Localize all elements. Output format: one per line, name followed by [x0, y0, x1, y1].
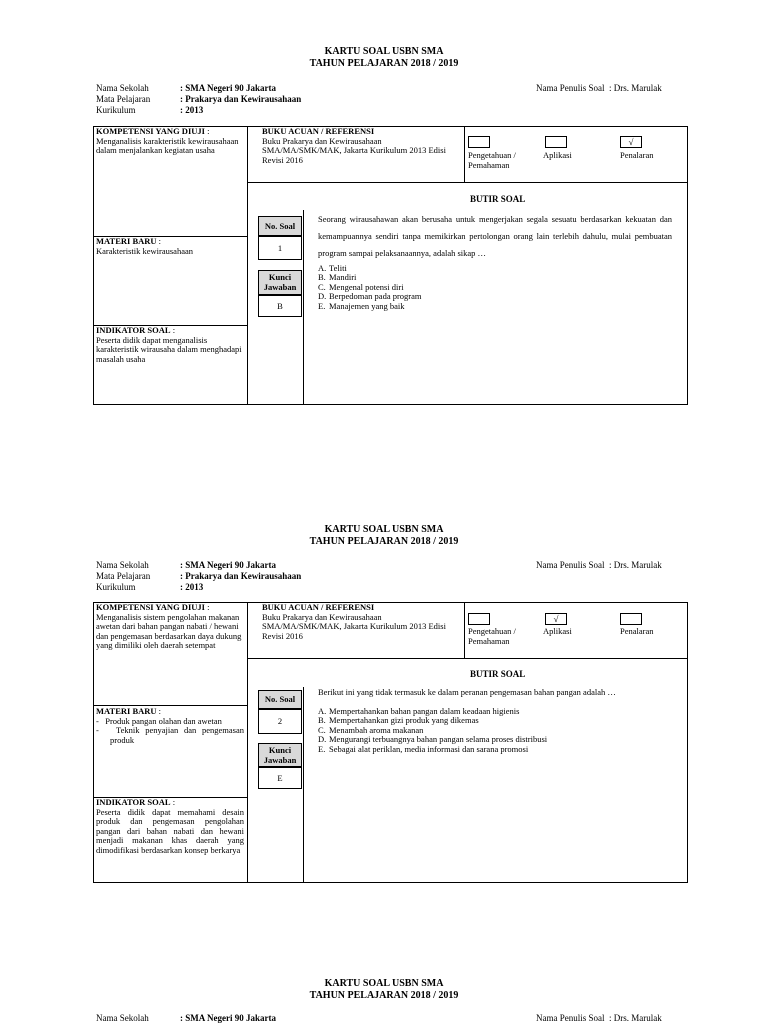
option-a: A. Teliti [318, 263, 347, 273]
option-d: D. Mengurangi terbuangnya bahan pangan selama proses distribusi [318, 734, 548, 745]
indicator-cell: INDIKATOR SOAL : Peserta didik dapat memahami desain produk dan pengemasan pengolahan pangan dari bahan nabati dan hewani menjadi makanan khas daerah yang dimodifikasi berdasarkan konsep berkarya [96, 797, 244, 855]
reasoning-label: Penalaran [620, 626, 654, 636]
option-e: E. Manajemen yang baik [318, 300, 405, 311]
meta-subject: Mata Pelajaran : Prakarya dan Kewirausahaan [96, 94, 302, 104]
no-soal-value: 2 [258, 709, 302, 734]
meta-curriculum: Kurikulum : 2013 [96, 105, 204, 115]
butir-soal-heading: BUTIR SOAL [470, 194, 526, 204]
option-b: B. Mempertahankan gizi produk yang dikemas [318, 715, 479, 726]
material-cell: MATERI BARU : - Produk pangan olahan dan awetan - Teknik penyajian dan pengemasan produk [96, 706, 244, 745]
reference-cell: BUKU ACUAN / REFERENSI Buku Prakarya dan Kewirausahaan SMA/MA/SMK/MAK, Jakarta Kurikulum 2013 Edisi Revisi 2016 [262, 602, 446, 641]
card-title: KARTU SOAL USBN SMA [324, 46, 444, 57]
knowledge-checkbox[interactable] [468, 613, 490, 625]
meta-writer: Nama Penulis Soal : Drs. Marulak [536, 1013, 662, 1023]
option-c: C. Menambah aroma makanan [318, 724, 424, 735]
meta-writer: Nama Penulis Soal : Drs. Marulak [536, 83, 662, 93]
list-item: - Produk pangan olahan dan awetan [96, 715, 222, 726]
option-d: D. Berpedoman pada program [318, 291, 422, 302]
knowledge-checkbox[interactable] [468, 136, 490, 148]
meta-subject: Mata Pelajaran : Prakarya dan Kewirausahaan [96, 571, 302, 581]
no-soal-header: No. Soal [258, 216, 302, 236]
meta-school: Nama Sekolah : SMA Negeri 90 Jakarta [96, 560, 276, 570]
application-label: Aplikasi [543, 150, 572, 160]
butir-soal-heading: BUTIR SOAL [470, 669, 526, 679]
kunci-value: B [258, 295, 302, 317]
card-year: TAHUN PELAJARAN 2018 / 2019 [309, 58, 459, 69]
reasoning-label: Penalaran [620, 150, 654, 160]
application-label: Aplikasi [543, 626, 572, 636]
material-cell: MATERI BARU : Karakteristik kewirausahaan [96, 236, 193, 256]
no-soal-header: No. Soal [258, 690, 302, 709]
card-year: TAHUN PELAJARAN 2018 / 2019 [309, 536, 459, 547]
kunci-header: Kunci Jawaban [258, 743, 302, 767]
reference-cell: BUKU ACUAN / REFERENSI Buku Prakarya dan Kewirausahaan SMA/MA/SMK/MAK, Jakarta Kurikulum 2013 Edisi Revisi 2016 [262, 126, 446, 165]
list-item: - Teknik penyajian dan pengemasan produk [96, 725, 244, 745]
answer-options [318, 707, 678, 754]
material-list [96, 717, 244, 746]
answer-options [318, 264, 678, 311]
kunci-header: Kunci Jawaban [258, 270, 302, 295]
competence-cell: KOMPETENSI YANG DIUJI : Menganalisis karakteristik kewirausahaan dalam menjalankan kegiatan usaha [96, 126, 239, 156]
indicator-cell: INDIKATOR SOAL : Peserta didik dapat menganalisis karakteristik wirausaha dalam menghadapi masalah usaha [96, 325, 242, 364]
option-b: B. Mandiri [318, 272, 357, 283]
option-a: A. Mempertahankan bahan pangan dalam keadaan higienis [318, 706, 520, 716]
competence-cell: KOMPETENSI YANG DIUJI : Menganalisis sistem pengolahan makanan awetan dari bahan pangan nabati / hewani dan pengemasan berdasarkan daya dukung yang dimiliki oleh daerah setempat [96, 602, 242, 651]
meta-curriculum: Kurikulum : 2013 [96, 582, 204, 592]
question-text: Berikut ini yang tidak termasuk ke dalam peranan pengemasan bahan pangan adalah … [318, 687, 616, 697]
knowledge-label: Pengetahuan / Pemahaman [468, 626, 516, 646]
option-c: C. Mengenal potensi diri [318, 281, 404, 292]
application-checkbox[interactable] [545, 136, 567, 148]
no-soal-value: 1 [258, 236, 302, 260]
card-title: KARTU SOAL USBN SMA [324, 524, 444, 535]
question-text: Seorang wirausahawan akan berusaha untuk mengerjakan segala sesuatu berdasarkan kekuatan dan kemampuannya sendiri tanpa memikirkan pertolongan orang lain terlebih dahulu, mulai pembuatan program sampai pelaksanaannya, adalah sikap … [318, 214, 672, 258]
card-year: TAHUN PELAJARAN 2018 / 2019 [309, 990, 459, 1001]
reasoning-checkbox[interactable]: √ [620, 136, 642, 148]
option-e: E. Sebagai alat periklan, media informasi dan sarana promosi [318, 743, 529, 754]
reasoning-checkbox[interactable] [620, 613, 642, 625]
meta-school: Nama Sekolah : SMA Negeri 90 Jakarta [96, 83, 276, 93]
meta-school: Nama Sekolah : SMA Negeri 90 Jakarta [96, 1013, 276, 1023]
meta-writer: Nama Penulis Soal : Drs. Marulak [536, 560, 662, 570]
kunci-value: E [258, 767, 302, 789]
knowledge-label: Pengetahuan / Pemahaman [468, 150, 516, 170]
application-checkbox[interactable]: √ [545, 613, 567, 625]
card-title: KARTU SOAL USBN SMA [324, 978, 444, 989]
